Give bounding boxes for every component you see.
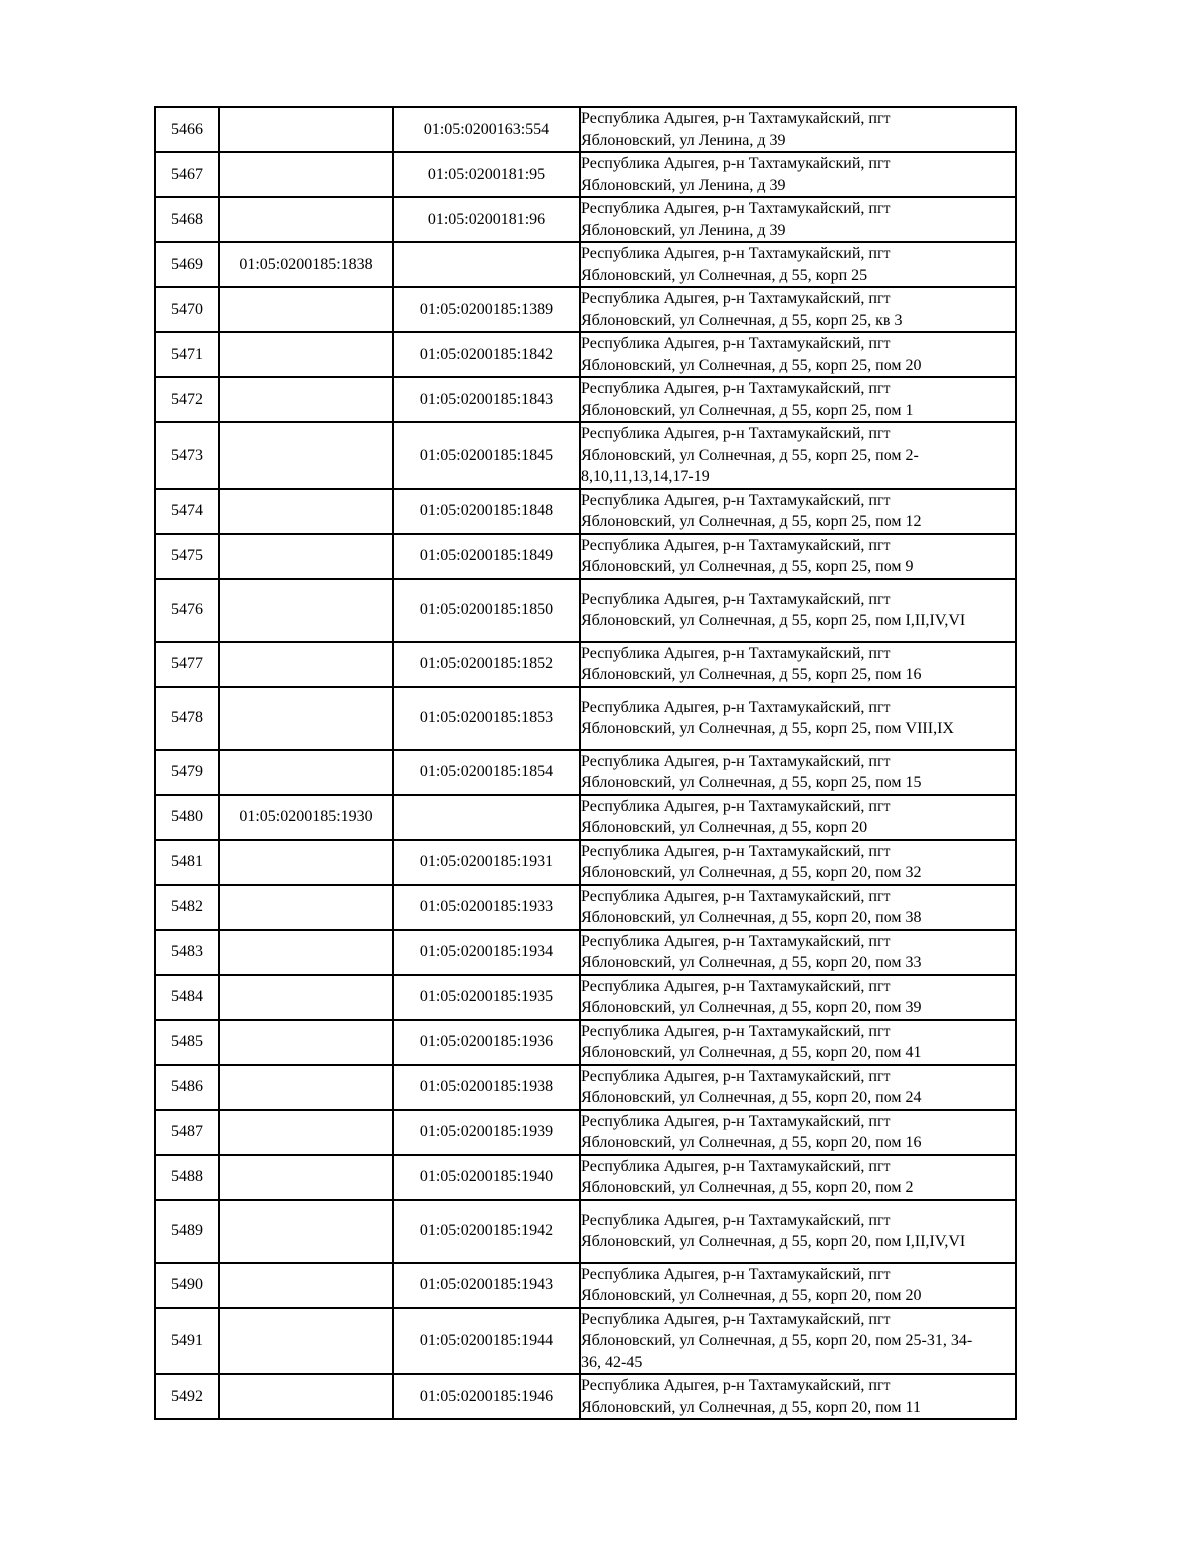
address: Республика Адыгея, р-н Тахтамукайский, пгт Яблоновский, ул Солнечная, д 55, корп 20, пом 24 — [580, 1065, 1016, 1110]
row-number: 5473 — [155, 422, 219, 489]
cadastral-number: 01:05:0200185:1850 — [393, 579, 580, 642]
table-row — [155, 422, 1016, 489]
table-row — [155, 750, 1016, 795]
parent-cadastral-number — [219, 287, 393, 332]
cadastral-number: 01:05:0200185:1389 — [393, 287, 580, 332]
parent-cadastral-number — [219, 1155, 393, 1200]
address: Республика Адыгея, р-н Тахтамукайский, пгт Яблоновский, ул Солнечная, д 55, корп 25, пом 9 — [580, 534, 1016, 579]
parent-cadastral-number — [219, 152, 393, 197]
parent-cadastral-number — [219, 489, 393, 534]
address: Республика Адыгея, р-н Тахтамукайский, пгт Яблоновский, ул Солнечная, д 55, корп 20, пом 39 — [580, 975, 1016, 1020]
cadastral-number: 01:05:0200185:1848 — [393, 489, 580, 534]
parent-cadastral-number: 01:05:0200185:1930 — [219, 795, 393, 840]
address: Республика Адыгея, р-н Тахтамукайский, пгт Яблоновский, ул Солнечная, д 55, корп 20 — [580, 795, 1016, 840]
cadastral-number: 01:05:0200185:1938 — [393, 1065, 580, 1110]
row-number: 5474 — [155, 489, 219, 534]
parent-cadastral-number — [219, 687, 393, 750]
row-number: 5486 — [155, 1065, 219, 1110]
row-number: 5468 — [155, 197, 219, 242]
row-number: 5483 — [155, 930, 219, 975]
address: Республика Адыгея, р-н Тахтамукайский, пгт Яблоновский, ул Солнечная, д 55, корп 25, кв 3 — [580, 287, 1016, 332]
table-row — [155, 377, 1016, 422]
table-row — [155, 1065, 1016, 1110]
cadastral-number: 01:05:0200185:1933 — [393, 885, 580, 930]
address: Республика Адыгея, р-н Тахтамукайский, пгт Яблоновский, ул Солнечная, д 55, корп 20, пом 11 — [580, 1374, 1016, 1419]
cadastral-number — [393, 242, 580, 287]
address: Республика Адыгея, р-н Тахтамукайский, пгт Яблоновский, ул Солнечная, д 55, корп 20, пом 25-31, 34- 36, 42-45 — [580, 1308, 1016, 1375]
address: Республика Адыгея, р-н Тахтамукайский, пгт Яблоновский, ул Солнечная, д 55, корп 25, пом 15 — [580, 750, 1016, 795]
table-row — [155, 1155, 1016, 1200]
table-row — [155, 642, 1016, 687]
address: Республика Адыгея, р-н Тахтамукайский, пгт Яблоновский, ул Солнечная, д 55, корп 20, пом 32 — [580, 840, 1016, 885]
address: Республика Адыгея, р-н Тахтамукайский, пгт Яблоновский, ул Ленина, д 39 — [580, 152, 1016, 197]
parent-cadastral-number — [219, 642, 393, 687]
table-row — [155, 489, 1016, 534]
address: Республика Адыгея, р-н Тахтамукайский, пгт Яблоновский, ул Солнечная, д 55, корп 25, пом 12 — [580, 489, 1016, 534]
parent-cadastral-number — [219, 840, 393, 885]
parent-cadastral-number — [219, 579, 393, 642]
parent-cadastral-number — [219, 332, 393, 377]
parent-cadastral-number — [219, 975, 393, 1020]
cadastral-number: 01:05:0200185:1852 — [393, 642, 580, 687]
table-row — [155, 930, 1016, 975]
table-row — [155, 107, 1016, 152]
table-row — [155, 197, 1016, 242]
address: Республика Адыгея, р-н Тахтамукайский, пгт Яблоновский, ул Ленина, д 39 — [580, 197, 1016, 242]
parent-cadastral-number — [219, 1308, 393, 1375]
table-row — [155, 840, 1016, 885]
parent-cadastral-number — [219, 930, 393, 975]
row-number: 5485 — [155, 1020, 219, 1065]
parent-cadastral-number — [219, 750, 393, 795]
table-row — [155, 975, 1016, 1020]
row-number: 5488 — [155, 1155, 219, 1200]
parent-cadastral-number — [219, 377, 393, 422]
cadastral-number: 01:05:0200185:1849 — [393, 534, 580, 579]
row-number: 5481 — [155, 840, 219, 885]
row-number: 5492 — [155, 1374, 219, 1419]
row-number: 5470 — [155, 287, 219, 332]
parent-cadastral-number — [219, 107, 393, 152]
address: Республика Адыгея, р-н Тахтамукайский, пгт Яблоновский, ул Солнечная, д 55, корп 25 — [580, 242, 1016, 287]
address: Республика Адыгея, р-н Тахтамукайский, пгт Яблоновский, ул Солнечная, д 55, корп 25, пом 16 — [580, 642, 1016, 687]
row-number: 5466 — [155, 107, 219, 152]
row-number: 5469 — [155, 242, 219, 287]
table-row — [155, 687, 1016, 750]
parent-cadastral-number — [219, 1200, 393, 1263]
table-row — [155, 1200, 1016, 1263]
address: Республика Адыгея, р-н Тахтамукайский, пгт Яблоновский, ул Солнечная, д 55, корп 20, пом 41 — [580, 1020, 1016, 1065]
parent-cadastral-number — [219, 1110, 393, 1155]
address: Республика Адыгея, р-н Тахтамукайский, пгт Яблоновский, ул Ленина, д 39 — [580, 107, 1016, 152]
parent-cadastral-number — [219, 1020, 393, 1065]
row-number: 5475 — [155, 534, 219, 579]
address: Республика Адыгея, р-н Тахтамукайский, пгт Яблоновский, ул Солнечная, д 55, корп 20, пом 20 — [580, 1263, 1016, 1308]
cadastral-number: 01:05:0200181:96 — [393, 197, 580, 242]
cadastral-number — [393, 795, 580, 840]
row-number: 5491 — [155, 1308, 219, 1375]
table-row — [155, 1308, 1016, 1375]
table-row — [155, 534, 1016, 579]
table-row — [155, 1020, 1016, 1065]
parent-cadastral-number: 01:05:0200185:1838 — [219, 242, 393, 287]
row-number: 5490 — [155, 1263, 219, 1308]
row-number: 5477 — [155, 642, 219, 687]
address: Республика Адыгея, р-н Тахтамукайский, пгт Яблоновский, ул Солнечная, д 55, корп 20, пом 38 — [580, 885, 1016, 930]
row-number: 5487 — [155, 1110, 219, 1155]
row-number: 5472 — [155, 377, 219, 422]
cadastral-number: 01:05:0200181:95 — [393, 152, 580, 197]
table-row — [155, 152, 1016, 197]
parent-cadastral-number — [219, 534, 393, 579]
cadastral-number: 01:05:0200185:1942 — [393, 1200, 580, 1263]
parent-cadastral-number — [219, 422, 393, 489]
address: Республика Адыгея, р-н Тахтамукайский, пгт Яблоновский, ул Солнечная, д 55, корп 25, пом 1 — [580, 377, 1016, 422]
cadastral-number: 01:05:0200185:1843 — [393, 377, 580, 422]
address: Республика Адыгея, р-н Тахтамукайский, пгт Яблоновский, ул Солнечная, д 55, корп 20, пом 33 — [580, 930, 1016, 975]
parent-cadastral-number — [219, 197, 393, 242]
address: Республика Адыгея, р-н Тахтамукайский, пгт Яблоновский, ул Солнечная, д 55, корп 20, пом 16 — [580, 1110, 1016, 1155]
cadastral-number: 01:05:0200185:1854 — [393, 750, 580, 795]
cadastral-number: 01:05:0200185:1853 — [393, 687, 580, 750]
cadastral-number: 01:05:0200185:1842 — [393, 332, 580, 377]
cadastral-number: 01:05:0200185:1946 — [393, 1374, 580, 1419]
cadastral-number: 01:05:0200185:1935 — [393, 975, 580, 1020]
address: Республика Адыгея, р-н Тахтамукайский, пгт Яблоновский, ул Солнечная, д 55, корп 20, пом 2 — [580, 1155, 1016, 1200]
cadastral-number: 01:05:0200185:1944 — [393, 1308, 580, 1375]
parent-cadastral-number — [219, 885, 393, 930]
row-number: 5471 — [155, 332, 219, 377]
row-number: 5489 — [155, 1200, 219, 1263]
table-row — [155, 1110, 1016, 1155]
cadastral-number: 01:05:0200185:1931 — [393, 840, 580, 885]
table-row — [155, 287, 1016, 332]
cadastral-number: 01:05:0200185:1936 — [393, 1020, 580, 1065]
table-row — [155, 332, 1016, 377]
cadastral-number: 01:05:0200185:1940 — [393, 1155, 580, 1200]
parent-cadastral-number — [219, 1374, 393, 1419]
cadastral-number: 01:05:0200185:1934 — [393, 930, 580, 975]
property-registry-table — [154, 106, 1017, 1420]
cadastral-number: 01:05:0200185:1845 — [393, 422, 580, 489]
parent-cadastral-number — [219, 1263, 393, 1308]
table-row — [155, 1263, 1016, 1308]
row-number: 5476 — [155, 579, 219, 642]
table-row — [155, 579, 1016, 642]
address: Республика Адыгея, р-н Тахтамукайский, пгт Яблоновский, ул Солнечная, д 55, корп 25, пом I,II,IV,VI — [580, 579, 1016, 642]
table-row — [155, 795, 1016, 840]
table-row — [155, 885, 1016, 930]
address: Республика Адыгея, р-н Тахтамукайский, пгт Яблоновский, ул Солнечная, д 55, корп 20, пом I,II,IV,VI — [580, 1200, 1016, 1263]
row-number: 5482 — [155, 885, 219, 930]
parent-cadastral-number — [219, 1065, 393, 1110]
address: Республика Адыгея, р-н Тахтамукайский, пгт Яблоновский, ул Солнечная, д 55, корп 25, пом 20 — [580, 332, 1016, 377]
row-number: 5480 — [155, 795, 219, 840]
row-number: 5479 — [155, 750, 219, 795]
row-number: 5478 — [155, 687, 219, 750]
address: Республика Адыгея, р-н Тахтамукайский, пгт Яблоновский, ул Солнечная, д 55, корп 25, пом 2- 8,10,11,13,14,17-19 — [580, 422, 1016, 489]
address: Республика Адыгея, р-н Тахтамукайский, пгт Яблоновский, ул Солнечная, д 55, корп 25, пом VIII,IX — [580, 687, 1016, 750]
row-number: 5484 — [155, 975, 219, 1020]
cadastral-number: 01:05:0200163:554 — [393, 107, 580, 152]
cadastral-number: 01:05:0200185:1943 — [393, 1263, 580, 1308]
table-row — [155, 1374, 1016, 1419]
table-row — [155, 242, 1016, 287]
row-number: 5467 — [155, 152, 219, 197]
cadastral-number: 01:05:0200185:1939 — [393, 1110, 580, 1155]
